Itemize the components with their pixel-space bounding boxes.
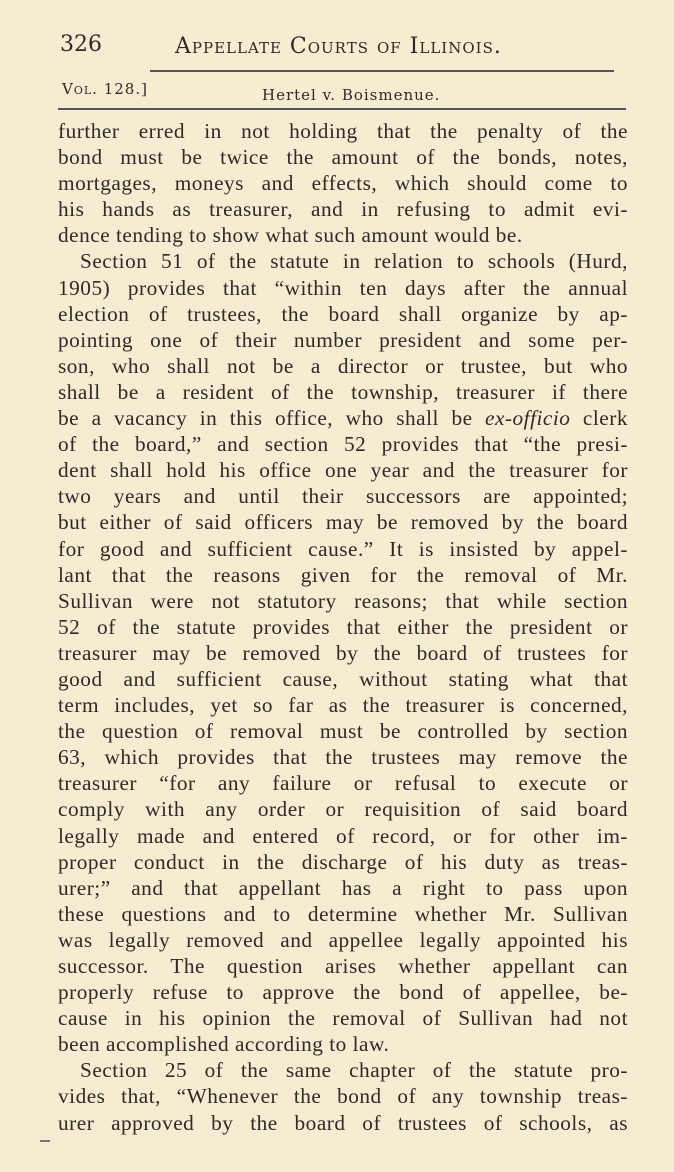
text-line: 63, which provides that the trustees may remove the	[58, 745, 628, 770]
text-line: properly refuse to approve the bond of appellee, be-	[58, 980, 628, 1005]
running-title: Appellate Courts of Illinois.	[175, 34, 502, 59]
text-line: term includes, yet so far as the treasurer is concerned,	[58, 693, 628, 718]
text-line: further erred in not holding that the penalty of the	[58, 119, 628, 143]
text-line: successor. The question arises whether appellant can	[58, 954, 628, 978]
text-line: Section 25 of the same chapter of the statute pro-	[80, 1058, 628, 1083]
text-line: comply with any order or requisition of said board	[58, 797, 628, 822]
text-line: two years and until their successors are appointed;	[58, 484, 628, 509]
text-line: election of trustees, the board shall organize by ap-	[58, 301, 628, 326]
text-line: 1905) provides that “within ten days after the annual	[58, 275, 628, 300]
text-line: of the board,” and section 52 provides that “the presi-	[58, 432, 628, 457]
page-number: 326	[60, 32, 102, 57]
text-line: urer;” and that appellant has a right to pass upon	[58, 875, 628, 900]
italic-term: ex-officio	[485, 406, 571, 431]
text-line: be a vacancy in this office, who shall be ex-officio clerk	[58, 406, 628, 431]
body-text	[58, 118, 628, 1136]
text-line: good and sufficient cause, without stating what that	[58, 666, 628, 691]
text-line: pointing one of their number president and some per-	[58, 327, 628, 352]
text-line: mortgages, moneys and effects, which should come to	[58, 171, 628, 196]
text-line: bond must be twice the amount of the bonds, notes,	[58, 145, 628, 170]
page-mark	[40, 1140, 50, 1142]
text-line: legally made and entered of record, or for other im-	[58, 823, 628, 848]
page-header	[60, 32, 624, 68]
header-rule-bottom	[58, 108, 626, 110]
text-line: for good and sufficient cause.” It is insisted by appel-	[58, 536, 628, 561]
text-line: been accomplished according to law.	[58, 1032, 390, 1057]
case-title: Hertel v. Boismenue.	[262, 86, 441, 104]
text-line: Sullivan were not statutory reasons; that while section	[58, 588, 628, 613]
case-header	[62, 80, 624, 110]
text-line: cause in his opinion the removal of Sullivan had not	[58, 1006, 628, 1031]
text-line: but either of said officers may be removed by the board	[58, 510, 628, 535]
text-line: these questions and to determine whether Mr. Sullivan	[58, 901, 628, 926]
text-line: was legally removed and appellee legally appointed his	[58, 927, 628, 952]
text-line: treasurer “for any failure or refusal to execute or	[58, 771, 628, 796]
text-line: urer approved by the board of trustees of schools, as	[58, 1110, 628, 1135]
text-line: lant that the reasons given for the removal of Mr.	[58, 562, 628, 587]
text-line: proper conduct in the discharge of his duty as treas-	[58, 849, 628, 874]
header-rule-top	[150, 70, 614, 72]
text-line: dence tending to show what such amount would be.	[58, 223, 523, 248]
volume-label: Vol. 128.]	[62, 80, 148, 98]
text-line: dent shall hold his office one year and the treasurer for	[58, 458, 628, 483]
text-line: treasurer may be removed by the board of trustees for	[58, 640, 628, 665]
text-line: vides that, “Whenever the bond of any township treas-	[58, 1084, 628, 1109]
text-line: his hands as treasurer, and in refusing to admit evi-	[58, 197, 628, 222]
text-line: shall be a resident of the township, treasurer if there	[58, 379, 628, 404]
text-line: son, who shall not be a director or trustee, but who	[58, 353, 628, 378]
text-line: the question of removal must be controlled by section	[58, 719, 628, 744]
text-line: Section 51 of the statute in relation to schools (Hurd,	[80, 249, 628, 274]
text-line: 52 of the statute provides that either the president or	[58, 614, 628, 639]
